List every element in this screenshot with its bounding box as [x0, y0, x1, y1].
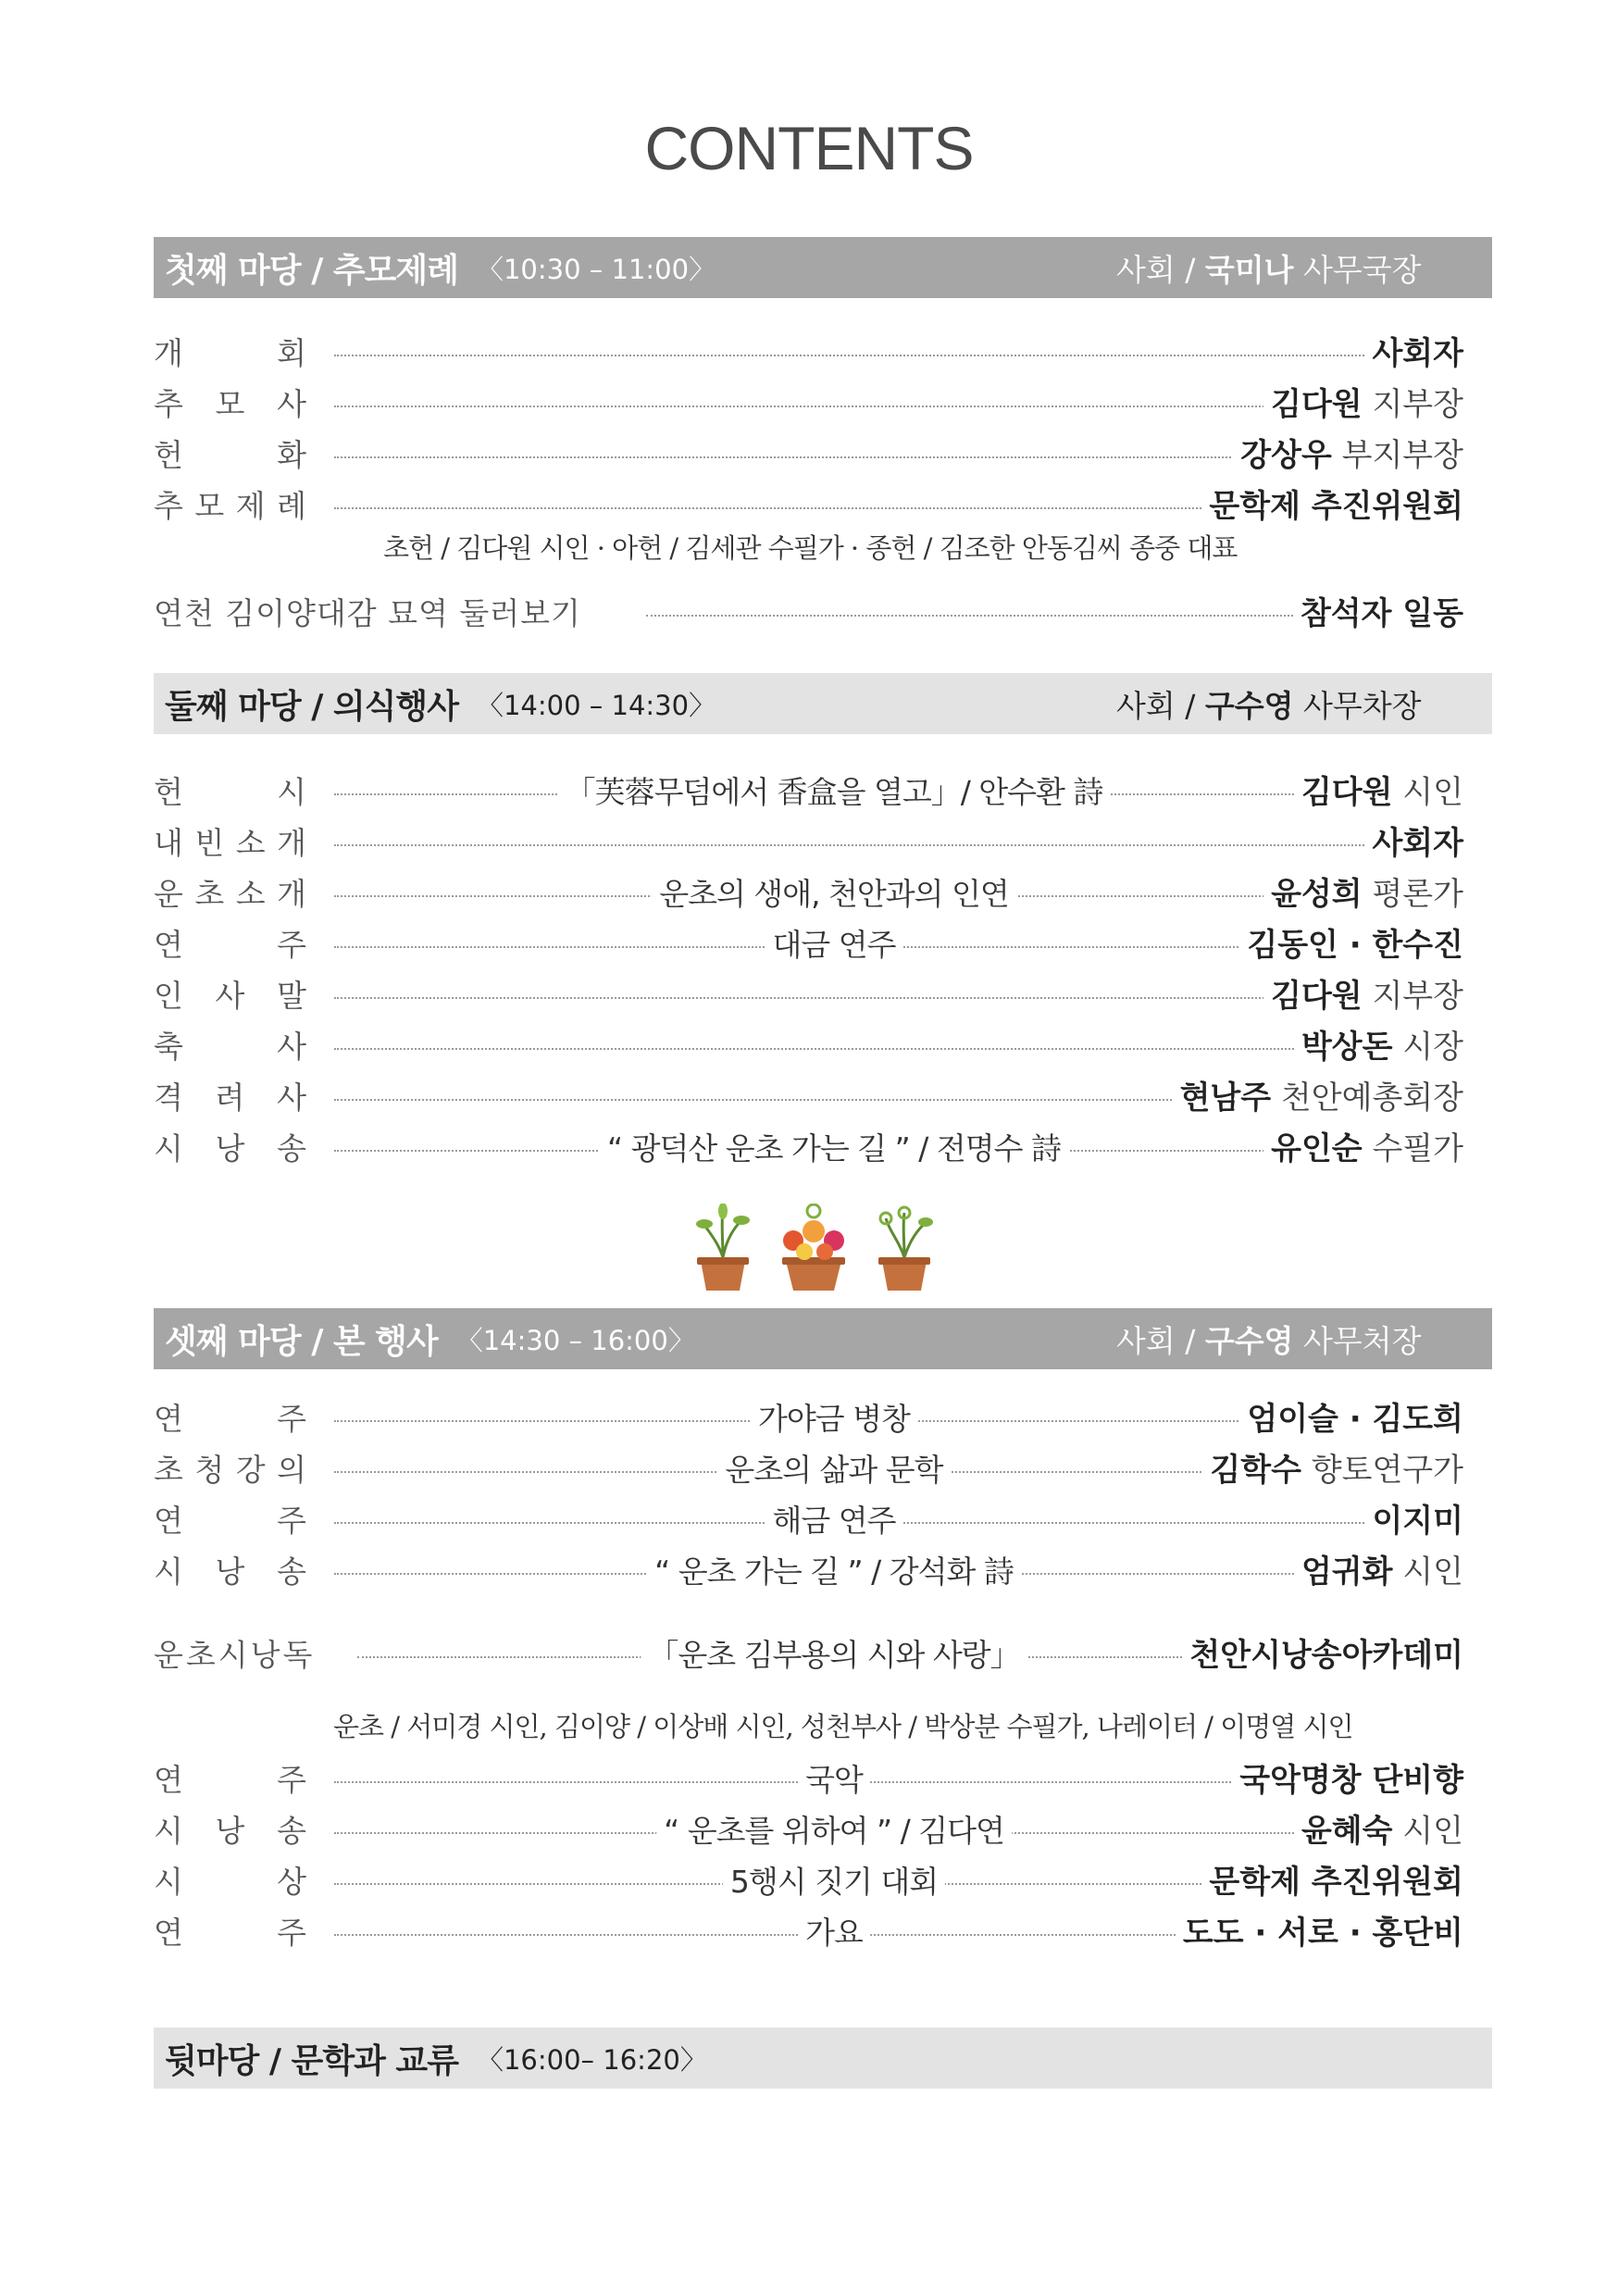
row-label	[154, 381, 306, 428]
person-name: 김학수	[1210, 1452, 1301, 1489]
section-time: 〈14:00 – 14:30〉	[476, 689, 716, 721]
row-person	[1182, 1632, 1463, 1678]
row-label-char: 개	[277, 825, 306, 861]
row-person	[1364, 331, 1463, 377]
person-name: 천안시낭송아카데미	[1189, 1637, 1463, 1674]
row-title: 해금 연주	[765, 1498, 902, 1544]
row-person	[1233, 432, 1463, 479]
row-person	[1239, 922, 1463, 968]
row-label-char: 모	[215, 386, 245, 422]
row-label-char: 송	[277, 1813, 306, 1849]
row-title: 「芙蓉무덤에서 香盒을 열고」/ 안수환 詩	[558, 769, 1111, 816]
person-name: 현남주	[1179, 1079, 1272, 1117]
row-label-char: 빈	[194, 825, 225, 861]
program-row	[154, 483, 1463, 530]
person-role: 시인	[1402, 1554, 1463, 1591]
row-label	[154, 1910, 306, 1956]
plant-pot-middle	[782, 1204, 845, 1291]
row-label-char: 주	[277, 927, 306, 963]
row-label-char: 개	[277, 876, 306, 912]
program-row	[154, 1632, 1463, 1678]
row-label-char: 사	[277, 386, 306, 422]
row-label-char: 초	[194, 876, 225, 912]
row-label-char: 연	[154, 1503, 183, 1539]
row-label	[154, 1396, 306, 1442]
person-name: 문학제 추진위원회	[1209, 1864, 1463, 1901]
row-label-char: 소	[235, 876, 266, 912]
program-row	[154, 331, 1463, 377]
row-label	[154, 1859, 306, 1905]
row-label	[154, 1632, 315, 1678]
program-row	[154, 1075, 1463, 1121]
program-row	[154, 1396, 1463, 1442]
row-label-char: 사	[215, 978, 245, 1014]
row-label	[154, 820, 306, 867]
person-role: 시인	[1402, 1813, 1463, 1850]
row-label-char: 낭	[215, 1554, 245, 1590]
row-label-char: 초	[154, 1452, 183, 1488]
row-label	[154, 1024, 306, 1070]
row-title: 운초의 삶과 문학	[717, 1447, 950, 1493]
program-row	[154, 1757, 1463, 1803]
row-label	[154, 1447, 306, 1493]
row-title: 「운초 김부용의 시와 사랑」	[641, 1632, 1027, 1678]
row-person	[1201, 1859, 1463, 1905]
row-label-char: 운	[154, 876, 183, 912]
row-label-char: 강	[235, 1452, 266, 1488]
section-time: 〈14:30 – 16:00〉	[455, 1324, 695, 1356]
row-label-char: 주	[277, 1401, 306, 1437]
row-label-char: 상	[277, 1864, 306, 1900]
section-name: 첫째 마당 / 추모제례	[165, 251, 458, 290]
section-host: 사회 / 구수영 사무차장	[1116, 687, 1422, 724]
row-label-char: 화	[277, 437, 306, 473]
person-name: 김동인 · 한수진	[1247, 927, 1463, 964]
row-label-char: 격	[154, 1079, 183, 1116]
row-person: 참석자 일동	[1293, 591, 1463, 637]
section-name: 뒷마당 / 문학과 교류	[165, 2041, 458, 2080]
program-row	[154, 432, 1463, 479]
program-row	[154, 973, 1463, 1019]
row-person	[1364, 1498, 1463, 1544]
plant-pot-left	[696, 1204, 750, 1291]
row-title: 가요	[798, 1910, 870, 1956]
row-label	[154, 1498, 306, 1544]
row-label-char: 모	[194, 488, 225, 524]
row-title: 가야금 병창	[751, 1396, 917, 1442]
person-name: 사회자	[1372, 335, 1463, 372]
row-person	[1294, 1024, 1463, 1070]
person-role: 천안예총회장	[1280, 1079, 1463, 1117]
row-title: 5행시 짓기 대회	[723, 1859, 945, 1905]
row-label-char: 추	[154, 386, 183, 422]
row-label-char: 시	[154, 1864, 183, 1900]
sub-line: 운초 / 서미경 시인, 김이양 / 이상배 시인, 성천부사 / 박상분 수필가, 나레이터 / 이명열 시인	[333, 1711, 1353, 1742]
row-label-char: 인	[154, 978, 183, 1014]
row-person	[1263, 973, 1463, 1019]
row-person	[1263, 381, 1463, 428]
row-label	[154, 1126, 306, 1172]
program-row	[154, 1549, 1463, 1595]
person-name: 문학제 추진위원회	[1209, 488, 1463, 525]
person-role: 지부장	[1372, 386, 1463, 423]
row-label-char: 례	[277, 488, 306, 524]
person-name: 박상돈	[1301, 1029, 1393, 1066]
row-person	[1201, 483, 1463, 530]
row-title: 국악	[798, 1757, 870, 1803]
sub-line: 초헌 / 김다원 시인 · 아헌 / 김세관 수필가 · 종헌 / 김조한 안동김씨 종중 대표	[383, 532, 1238, 564]
row-label-char: 의	[277, 1452, 306, 1488]
section-time: 〈10:30 – 11:00〉	[476, 253, 716, 285]
potted-plants-illustration	[690, 1204, 940, 1292]
person-role: 평론가	[1372, 876, 1463, 913]
row-person	[1176, 1910, 1463, 1956]
person-name: 사회자	[1372, 825, 1463, 862]
person-name: 김다원	[1271, 386, 1363, 423]
program-row	[154, 1447, 1463, 1493]
row-label-char: 주	[277, 1915, 306, 1951]
row-label	[154, 483, 306, 530]
row-title: “ 광덕산 운초 가는 길 ” / 전명수 詩	[600, 1126, 1068, 1172]
row-person	[1232, 1757, 1463, 1803]
row-label-char: 헌	[154, 774, 183, 810]
row-label-char: 시	[154, 1130, 183, 1167]
row-title: 대금 연주	[765, 922, 902, 968]
person-name: 김다원	[1301, 774, 1393, 811]
program-row	[154, 769, 1463, 816]
row-person	[1239, 1396, 1463, 1442]
row-label-char: 회	[277, 335, 306, 371]
section-header-4	[154, 2028, 1492, 2089]
program-row	[154, 1126, 1463, 1172]
section-header-3	[154, 1308, 1492, 1369]
section-host: 사회 / 국미나 사무국장	[1116, 251, 1422, 288]
row-label-char: 연	[154, 1915, 183, 1951]
row-person	[1364, 820, 1463, 867]
row-label-char: 주	[277, 1503, 306, 1539]
program-row	[154, 1910, 1463, 1956]
row-label-char: 낭	[215, 1813, 245, 1849]
row-label	[154, 1549, 306, 1595]
person-role: 시장	[1402, 1029, 1463, 1066]
section-header-1	[154, 237, 1492, 298]
program-row	[154, 922, 1463, 968]
section-time: 〈16:00– 16:20〉	[476, 2043, 707, 2076]
person-name: 윤성희	[1271, 876, 1363, 913]
program-row	[154, 591, 1463, 637]
row-label-char: 송	[277, 1554, 306, 1590]
person-role: 지부장	[1372, 978, 1463, 1015]
person-role: 부지부장	[1341, 437, 1463, 474]
person-name: 국악명창 단비향	[1239, 1762, 1463, 1799]
person-role: 수필가	[1372, 1130, 1463, 1167]
row-person	[1202, 1447, 1463, 1493]
person-name: 이지미	[1372, 1503, 1463, 1540]
row-person	[1173, 1075, 1463, 1121]
section-host: 사회 / 구수영 사무처장	[1116, 1322, 1422, 1359]
program-row	[154, 871, 1463, 917]
program-row	[154, 1024, 1463, 1070]
row-label-char: 청	[194, 1452, 225, 1488]
row-label-char: 축	[154, 1029, 183, 1065]
row-label-char: 말	[277, 978, 306, 1014]
row-label	[154, 432, 306, 479]
row-label	[154, 1757, 306, 1803]
person-name: 김다원	[1271, 978, 1363, 1015]
row-label	[154, 1808, 306, 1854]
row-label	[154, 769, 306, 816]
row-label-char: 운초시낭독	[154, 1637, 316, 1673]
row-label	[154, 871, 306, 917]
program-row	[154, 381, 1463, 428]
person-name: 윤혜숙	[1301, 1813, 1393, 1850]
row-label: 연천 김이양대감 묘역 둘러보기	[154, 595, 581, 631]
page-title: CONTENTS	[644, 114, 974, 182]
person-role: 향토연구가	[1311, 1452, 1463, 1489]
row-label	[154, 922, 306, 968]
row-label-char: 시	[154, 1813, 183, 1849]
section-header-2	[154, 673, 1492, 734]
person-name: 엄귀화	[1301, 1554, 1393, 1591]
leader-dots	[334, 844, 1463, 846]
row-label-char: 낭	[215, 1130, 245, 1167]
row-label-char: 개	[154, 335, 183, 371]
row-label-char: 연	[154, 1401, 183, 1437]
program-row	[154, 820, 1463, 867]
row-label-char: 사	[277, 1029, 306, 1065]
row-label-char: 연	[154, 927, 183, 963]
row-label-char: 소	[235, 825, 266, 861]
program-row	[154, 1808, 1463, 1854]
row-title: 운초의 생애, 천안과의 인연	[652, 871, 1016, 917]
row-label-char: 추	[154, 488, 183, 524]
section-name: 둘째 마당 / 의식행사	[165, 687, 458, 726]
row-label	[154, 1075, 306, 1121]
row-label-char: 연	[154, 1762, 183, 1798]
row-person	[1294, 769, 1463, 816]
row-label-char: 주	[277, 1762, 306, 1798]
row-label	[154, 973, 306, 1019]
row-label-char: 헌	[154, 437, 183, 473]
row-label-char: 사	[277, 1079, 306, 1116]
row-person	[1263, 871, 1463, 917]
person-name: 도도 · 서로 · 홍단비	[1182, 1915, 1463, 1952]
person-role: 시인	[1402, 774, 1463, 811]
program-row	[154, 1859, 1463, 1905]
row-label-char: 송	[277, 1130, 306, 1167]
person-name: 강상우	[1240, 437, 1332, 474]
person-name: 유인순	[1271, 1130, 1363, 1167]
section-name: 셋째 마당 / 본 행사	[165, 1322, 438, 1361]
row-label-char: 시	[154, 1554, 183, 1590]
plant-pot-right	[878, 1207, 933, 1291]
row-person	[1294, 1808, 1463, 1854]
row-title: “ 운초를 위하여 ” / 김다연	[656, 1808, 1012, 1854]
row-label-char: 려	[215, 1079, 245, 1116]
row-label	[154, 331, 306, 377]
row-person	[1294, 1549, 1463, 1595]
row-label-char: 시	[277, 774, 306, 810]
program-row	[154, 1498, 1463, 1544]
leader-dots	[334, 355, 1463, 356]
row-label-char: 내	[154, 825, 183, 861]
row-title: “ 운초 가는 길 ” / 강석화 詩	[647, 1549, 1021, 1595]
row-person	[1263, 1126, 1463, 1172]
person-name: 엄이슬 · 김도희	[1247, 1401, 1463, 1438]
row-label-char: 제	[235, 488, 266, 524]
